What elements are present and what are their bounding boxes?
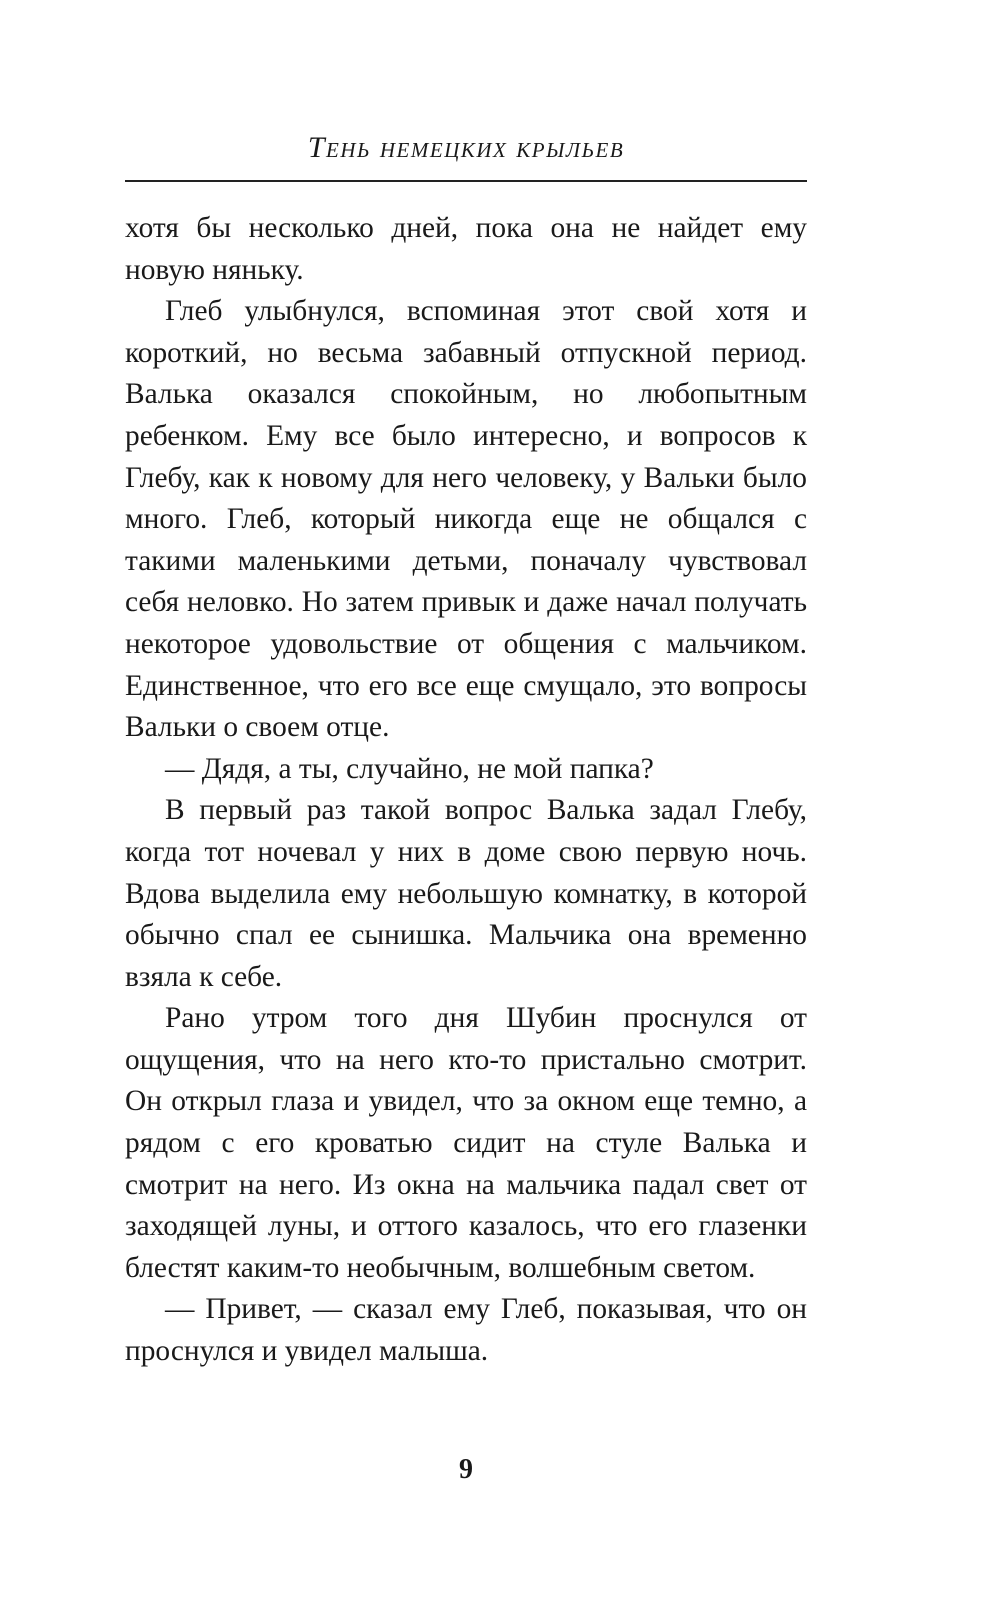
- running-title: Тень немецких крыльев: [307, 131, 625, 164]
- page-header: [125, 128, 807, 168]
- paragraph: Глеб улыбнулся, вспоминая этот свой хотя и короткий, но весьма забавный отпускной период. Валька оказался спокойным, но любопытным ребенком. Ему все было интересно, и вопросов к Глебу, как к новому для него человеку, у Вальки было много. Глеб, который никогда еще не общался с такими маленькими детьми, поначалу чувствовал себя неловко. Но затем привык и даже начал получать некоторое удовольствие от общения с мальчиком. Единственное, что его все еще смущало, это вопросы Вальки о своем отце.: [125, 295, 807, 744]
- dialogue-line: — Привет, — сказал ему Глеб, показывая, что он проснулся и увидел малыша.: [125, 1293, 807, 1368]
- paragraph: хотя бы несколько дней, пока она не найдет ему новую няньку.: [125, 212, 807, 286]
- paragraph: В первый раз такой вопрос Валька задал Глебу, когда тот ночевал у них в доме свою первую ночь. Вдова выделила ему небольшую комнатку, в которой обычно спал ее сынишка. Мальчика она временно взяла к себе.: [125, 794, 807, 993]
- body-text: [125, 208, 807, 1373]
- page-number: 9: [459, 1454, 473, 1485]
- paragraph: Рано утром того дня Шубин проснулся от ощущения, что на него кто-то пристально смотрит. Он открыл глаза и увидел, что за окном еще темно, а рядом с его кроватью сидит на стуле Валька и смотрит на него. Из окна на мальчика падал свет от заходящей луны, и оттого казалось, что его глазенки блестят каким-то необычным, волшебным светом.: [125, 1002, 807, 1284]
- dialogue-line: — Дядя, а ты, случайно, не мой папка?: [165, 752, 654, 785]
- header-rule: [125, 180, 807, 182]
